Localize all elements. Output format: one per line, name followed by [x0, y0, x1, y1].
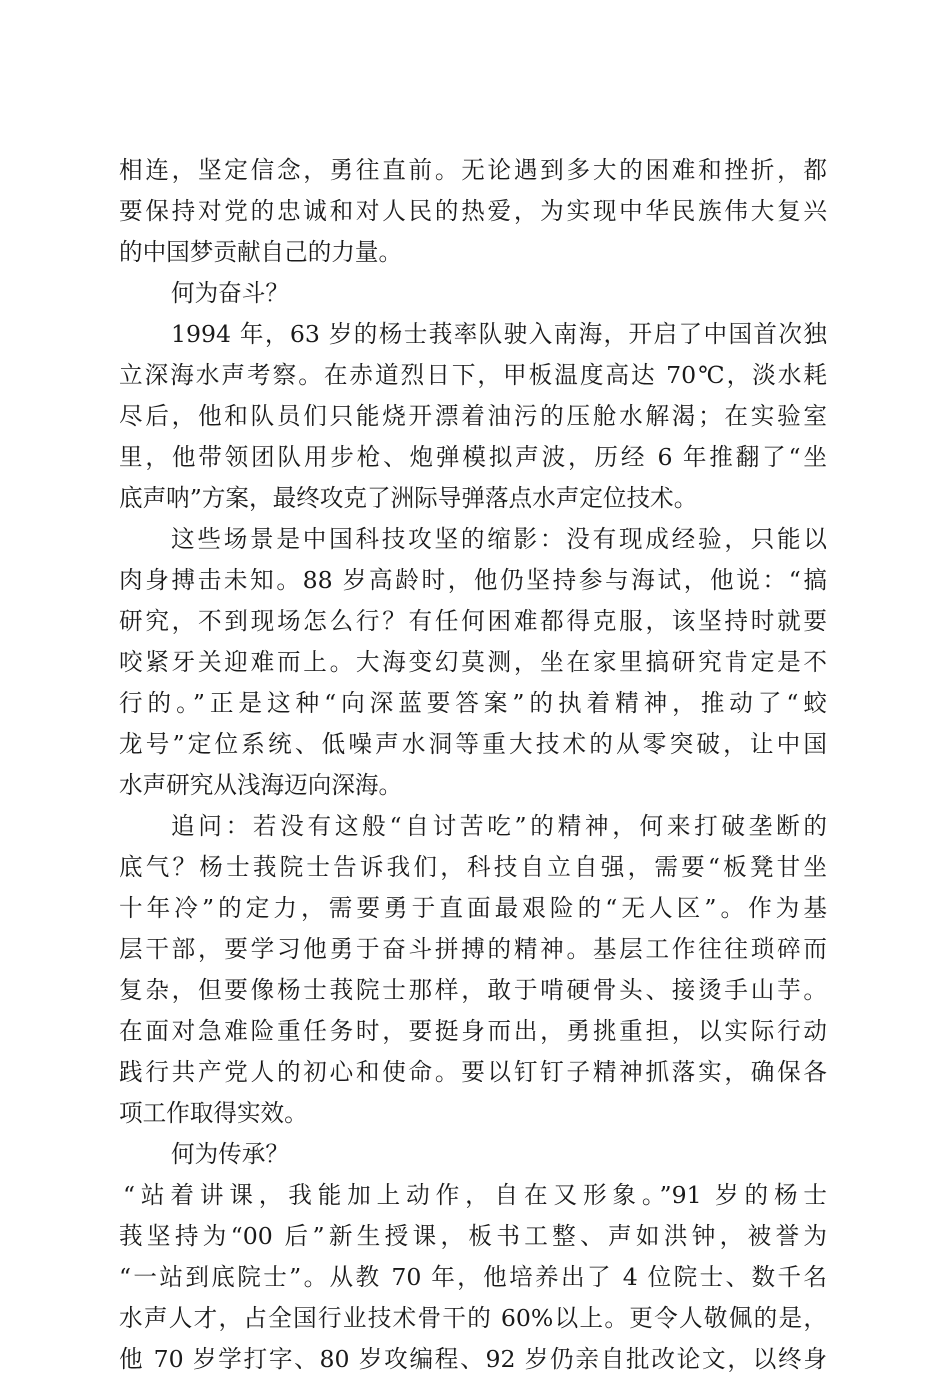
text-line: 尽后，他和队员们只能烧开漂着油污的压舱水解渴；在实验室 — [119, 402, 827, 430]
text-line: 的中国梦贡献自己的力量。 — [119, 238, 403, 266]
text-line: 咬紧牙关迎难而上。大海变幻莫测，坐在家里搞研究肯定是不 — [119, 648, 827, 676]
document-body — [119, 150, 827, 1380]
text-line: 追问：若没有这般“自讨苦吃”的精神，何来打破垄断的 — [171, 812, 827, 840]
text-line: 要保持对党的忠诚和对人民的热爱，为实现中华民族伟大复兴 — [119, 197, 827, 225]
text-line: 他 70 岁学打字、80 岁攻编程、92 岁仍亲自批改论文，以终身 — [119, 1345, 827, 1373]
text-line: 立深海水声考察。在赤道烈日下，甲板温度高达 70℃，淡水耗 — [119, 361, 827, 389]
text-line: 龙号”定位系统、低噪声水洞等重大技术的从零突破，让中国 — [119, 730, 827, 758]
text-line: 莪坚持为“00 后”新生授课，板书工整、声如洪钟，被誉为 — [119, 1222, 827, 1250]
text-line: 水声人才，占全国行业技术骨干的 60%以上。更令人敬佩的是， — [119, 1304, 827, 1332]
text-line: 这些场景是中国科技攻坚的缩影：没有现成经验，只能以 — [171, 525, 827, 553]
text-line: 研究，不到现场怎么行？有任何困难都得克服，该坚持时就要 — [119, 607, 827, 635]
text-line: “一站到底院士”。从教 70 年，他培养出了 4 位院士、数千名 — [119, 1263, 827, 1291]
text-line: 践行共产党人的初心和使命。要以钉钉子精神抓落实，确保各 — [119, 1058, 827, 1086]
text-line: 复杂，但要像杨士莪院士那样，敢于啃硬骨头、接烫手山芋。 — [119, 976, 827, 1004]
section-heading: 何为奋斗？ — [171, 279, 289, 307]
text-line: 1994 年，63 岁的杨士莪率队驶入南海，开启了中国首次独 — [171, 320, 827, 348]
text-line: 行的。”正是这种“向深蓝要答案”的执着精神，推动了“蛟 — [119, 689, 827, 717]
text-line: 底气？杨士莪院士告诉我们，科技自立自强，需要“板凳甘坐 — [119, 853, 827, 881]
text-line: 在面对急难险重任务时，要挺身而出，勇挑重担，以实际行动 — [119, 1017, 827, 1045]
text-line: 肉身搏击未知。88 岁高龄时，他仍坚持参与海试，他说：“搞 — [119, 566, 827, 594]
text-line: “站着讲课，我能加上动作，自在又形象。”91 岁的杨士 — [123, 1181, 827, 1209]
section-heading: 何为传承？ — [171, 1140, 289, 1168]
text-line: 层干部，要学习他勇于奋斗拼搏的精神。基层工作往往琐碎而 — [119, 935, 827, 963]
text-line: 十年冷”的定力，需要勇于直面最艰险的“无人区”。作为基 — [119, 894, 827, 922]
text-line: 底声呐”方案，最终攻克了洲际导弹落点水声定位技术。 — [119, 484, 698, 512]
text-line: 里，他带领团队用步枪、炮弹模拟声波，历经 6 年推翻了“坐 — [119, 443, 827, 471]
text-line: 项工作取得实效。 — [119, 1099, 308, 1127]
text-line: 水声研究从浅海迈向深海。 — [119, 771, 403, 799]
text-line: 相连，坚定信念，勇往直前。无论遇到多大的困难和挫折，都 — [119, 156, 827, 184]
